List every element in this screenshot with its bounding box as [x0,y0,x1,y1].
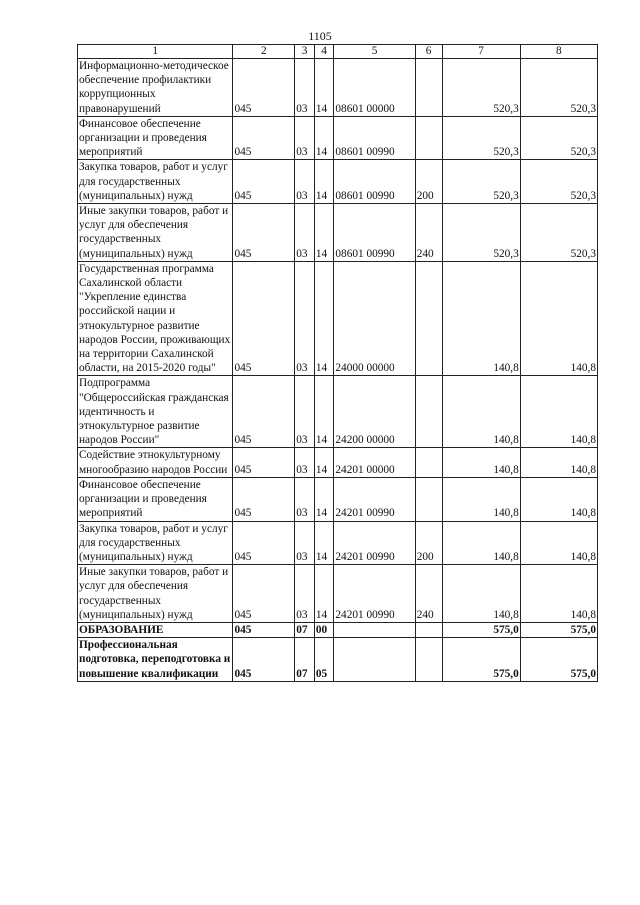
row-amount-cell: 140,8 [520,521,597,565]
row-name-cell: Закупка товаров, работ и услуг для государственных (муниципальных) нужд [78,160,233,204]
column-header: 5 [334,45,415,59]
row-amount-cell: 520,3 [442,204,520,262]
row-amount-cell: 140,8 [442,376,520,448]
row-target-article-cell: 08601 00990 [334,116,415,160]
row-name-cell: Иные закупки товаров, работ и услуг для обеспечения государственных (муниципальных) нужд [78,204,233,262]
row-subsection-cell: 14 [314,565,334,623]
row-admin-code-cell: 045 [233,565,295,623]
row-expense-type-cell [415,59,442,117]
row-amount-cell: 575,0 [520,638,597,682]
table-row [78,59,598,117]
row-subsection-cell: 14 [314,204,334,262]
row-section-cell: 03 [295,376,315,448]
row-admin-code-cell: 045 [233,116,295,160]
row-section-cell: 03 [295,477,315,521]
row-amount-cell: 575,0 [442,638,520,682]
row-expense-type-cell [415,116,442,160]
row-amount-cell: 575,0 [520,622,597,637]
row-subsection-cell: 14 [314,261,334,376]
column-header: 6 [415,45,442,59]
row-amount-cell: 140,8 [520,477,597,521]
row-admin-code-cell: 045 [233,59,295,117]
row-section-cell: 07 [295,638,315,682]
row-amount-cell: 140,8 [520,448,597,477]
row-subsection-cell: 14 [314,116,334,160]
row-target-article-cell: 24201 00990 [334,565,415,623]
table-row [78,204,598,262]
row-expense-type-cell [415,638,442,682]
table-row [78,160,598,204]
row-name-cell: Государственная программа Сахалинской области "Укрепление единства российской нации и этнокультурное развитие народов России, проживающих на территории Сахалинской области, на 2015-2020 годы" [78,261,233,376]
row-amount-cell: 520,3 [520,116,597,160]
row-section-cell: 03 [295,116,315,160]
row-subsection-cell: 14 [314,477,334,521]
row-amount-cell: 140,8 [442,477,520,521]
column-header: 8 [520,45,597,59]
row-name-cell: Информационно-методическое обеспечение профилактики коррупционных правонарушений [78,59,233,117]
row-name-cell: Закупка товаров, работ и услуг для государственных (муниципальных) нужд [78,521,233,565]
row-subsection-cell: 00 [314,622,334,637]
row-expense-type-cell: 200 [415,160,442,204]
row-target-article-cell: 08601 00990 [334,204,415,262]
row-amount-cell: 140,8 [520,261,597,376]
row-name-cell: Финансовое обеспечение организации и проведения мероприятий [78,477,233,521]
row-section-cell: 03 [295,59,315,117]
column-header: 7 [442,45,520,59]
row-expense-type-cell [415,477,442,521]
row-section-cell: 03 [295,160,315,204]
row-admin-code-cell: 045 [233,204,295,262]
row-target-article-cell: 24201 00990 [334,477,415,521]
row-admin-code-cell: 045 [233,261,295,376]
row-section-cell: 07 [295,622,315,637]
row-amount-cell: 140,8 [442,261,520,376]
budget-table [77,44,598,682]
row-subsection-cell: 14 [314,160,334,204]
row-section-cell: 03 [295,448,315,477]
table-row [78,376,598,448]
row-target-article-cell [334,622,415,637]
row-target-article-cell: 24000 00000 [334,261,415,376]
row-name-cell: Финансовое обеспечение организации и проведения мероприятий [78,116,233,160]
row-expense-type-cell [415,448,442,477]
page-number: 1105 [308,29,332,43]
row-admin-code-cell: 045 [233,638,295,682]
row-target-article-cell: 24200 00000 [334,376,415,448]
row-amount-cell: 140,8 [442,448,520,477]
column-header: 3 [295,45,315,59]
row-target-article-cell: 08601 00000 [334,59,415,117]
table-row [78,565,598,623]
row-name-cell: Подпрограмма "Общероссийская гражданская идентичность и этнокультурное развитие народов России" [78,376,233,448]
row-amount-cell: 520,3 [520,59,597,117]
table-row [78,448,598,477]
row-name-cell: Иные закупки товаров, работ и услуг для обеспечения государственных (муниципальных) нужд [78,565,233,623]
row-admin-code-cell: 045 [233,622,295,637]
row-expense-type-cell: 200 [415,521,442,565]
row-name-cell: Содействие этнокультурному многообразию народов России [78,448,233,477]
row-expense-type-cell: 240 [415,204,442,262]
row-section-cell: 03 [295,521,315,565]
row-target-article-cell: 08601 00990 [334,160,415,204]
row-subsection-cell: 14 [314,448,334,477]
row-section-cell: 03 [295,565,315,623]
column-header: 4 [314,45,334,59]
row-admin-code-cell: 045 [233,477,295,521]
row-amount-cell: 140,8 [520,376,597,448]
row-subsection-cell: 05 [314,638,334,682]
row-subsection-cell: 14 [314,376,334,448]
row-subsection-cell: 14 [314,521,334,565]
row-amount-cell: 520,3 [520,160,597,204]
header-row [78,45,598,59]
row-admin-code-cell: 045 [233,160,295,204]
row-amount-cell: 520,3 [442,59,520,117]
row-section-cell: 03 [295,261,315,376]
row-target-article-cell [334,638,415,682]
column-header: 1 [78,45,233,59]
row-expense-type-cell [415,261,442,376]
table-row [78,477,598,521]
row-expense-type-cell [415,376,442,448]
row-subsection-cell: 14 [314,59,334,117]
column-header: 2 [233,45,295,59]
row-amount-cell: 520,3 [442,116,520,160]
row-target-article-cell: 24201 00990 [334,521,415,565]
row-admin-code-cell: 045 [233,521,295,565]
row-admin-code-cell: 045 [233,448,295,477]
row-amount-cell: 140,8 [442,565,520,623]
row-expense-type-cell: 240 [415,565,442,623]
row-name-cell: Профессиональная подготовка, переподготовка и повышение квалификации [78,638,233,682]
table-row [78,638,598,682]
row-target-article-cell: 24201 00000 [334,448,415,477]
table-row [78,116,598,160]
row-amount-cell: 140,8 [442,521,520,565]
table-row [78,261,598,376]
row-amount-cell: 520,3 [520,204,597,262]
row-amount-cell: 140,8 [520,565,597,623]
row-name-cell: ОБРАЗОВАНИЕ [78,622,233,637]
row-expense-type-cell [415,622,442,637]
table-row [78,622,598,637]
table-row [78,521,598,565]
row-amount-cell: 520,3 [442,160,520,204]
row-amount-cell: 575,0 [442,622,520,637]
row-admin-code-cell: 045 [233,376,295,448]
row-section-cell: 03 [295,204,315,262]
